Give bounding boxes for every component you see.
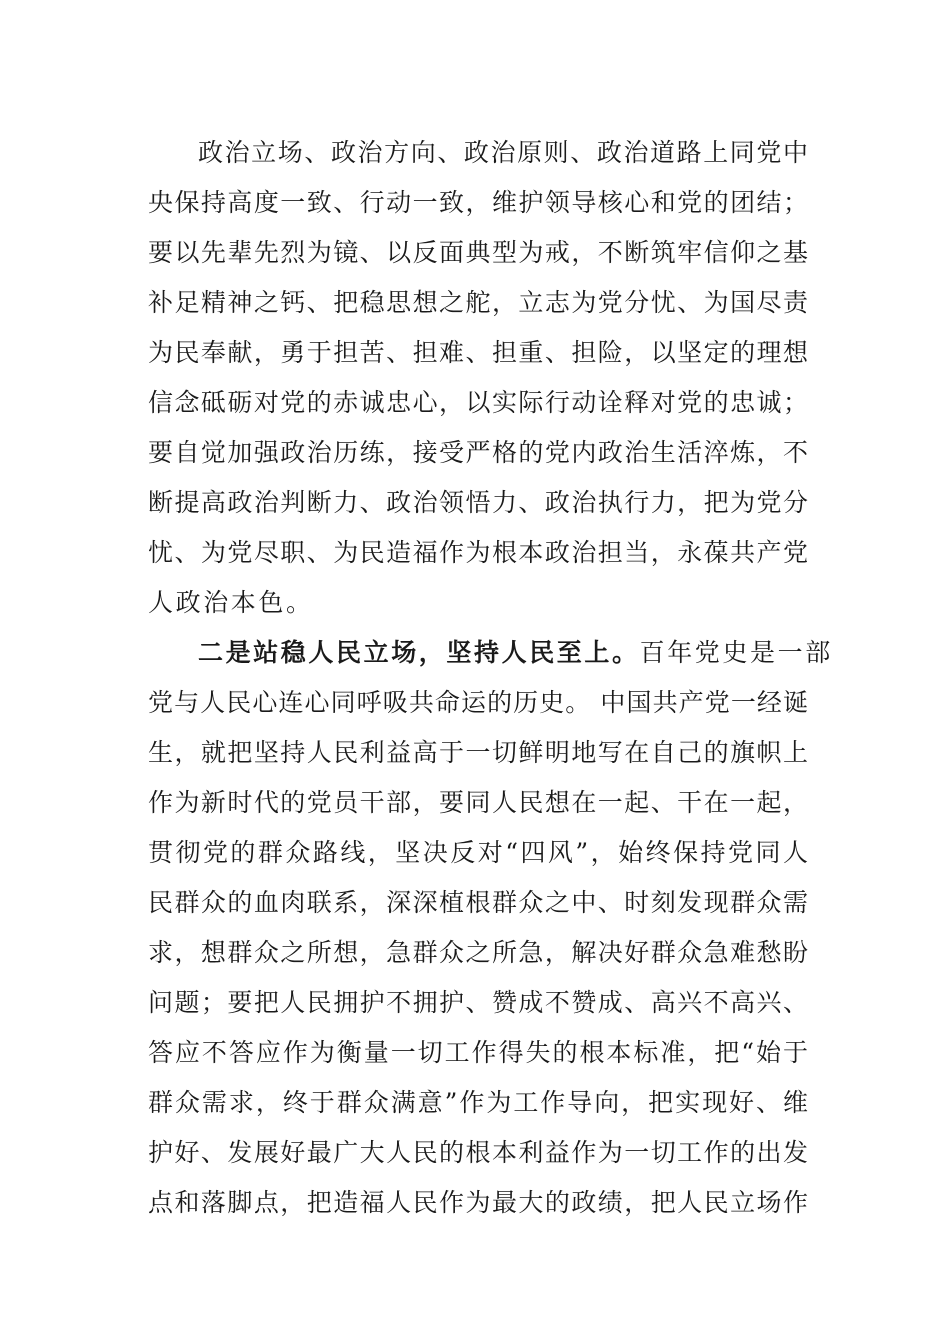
text-line: 点和落脚点，把造福人民作为最大的政绩，把人民立场作: [148, 1188, 808, 1217]
text-line: 群众需求，终于群众满意”作为工作导向，把实现好、维: [148, 1088, 808, 1117]
body-text: [148, 128, 833, 1228]
text-line: 贯彻党的群众路线，坚决反对“四风”，始终保持党同人: [148, 838, 808, 867]
text-line: 补足精神之钙、把稳思想之舵，立志为党分忧、为国尽责: [148, 288, 808, 317]
text-line: 为民奉献，勇于担苦、担难、担重、担险，以坚定的理想: [148, 338, 808, 367]
text-line: 求，想群众之所想，急群众之所急，解决好群众急难愁盼: [148, 938, 808, 967]
text-line: 政治立场、政治方向、政治原则、政治道路上同党中: [198, 138, 808, 167]
text-line: 人政治本色。: [148, 588, 314, 617]
text-line: 生，就把坚持人民利益高于一切鲜明地写在自己的旗帜上: [148, 738, 808, 767]
paragraph-2-first-line: [148, 628, 833, 678]
text-line: 央保持高度一致、行动一致，维护领导核心和党的团结；: [148, 188, 808, 217]
text-line: 问题；要把人民拥护不拥护、赞成不赞成、高兴不高兴、: [148, 988, 808, 1017]
text-line: 作为新时代的党员干部，要同人民想在一起、干在一起，: [148, 788, 808, 817]
text-line: 民群众的血肉联系，深深植根群众之中、时刻发现群众需: [148, 888, 808, 917]
text-line: 要自觉加强政治历练，接受严格的党内政治生活淬炼，不: [148, 438, 808, 467]
text-line: 忧、为党尽职、为民造福作为根本政治担当，永葆共产党: [148, 538, 808, 567]
text-line: 断提高政治判断力、政治领悟力、政治执行力，把为党分: [148, 488, 808, 517]
text-line: 党与人民心连心同呼吸共命运的历史。 中国共产党一经诞: [148, 688, 808, 717]
text-line: 护好、发展好最广大人民的根本利益作为一切工作的出发: [148, 1138, 808, 1167]
paragraph-heading: 二是站稳人民立场，坚持人民至上。: [198, 638, 640, 667]
text-line: 答应不答应作为衡量一切工作得失的根本标准，把“始于: [148, 1038, 808, 1067]
text-line: 信念砥砺对党的赤诚忠心，以实际行动诠释对党的忠诚；: [148, 388, 808, 417]
paragraph-text: 百年党史是一部: [639, 638, 833, 667]
text-line: 要以先辈先烈为镜、以反面典型为戒，不断筑牢信仰之基: [148, 238, 808, 267]
